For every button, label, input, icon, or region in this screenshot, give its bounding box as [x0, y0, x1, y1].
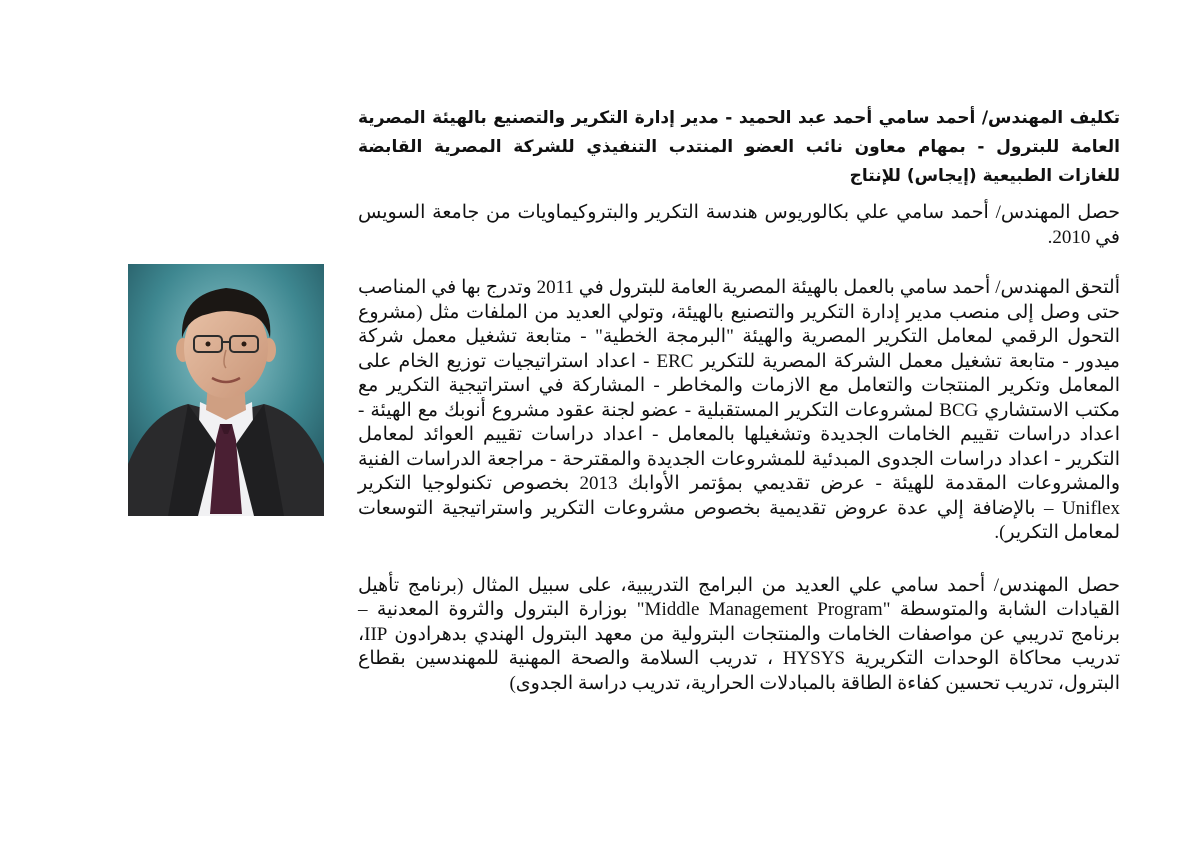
paragraph-training: حصل المهندس/ أحمد سامي علي العديد من البرامج التدريبية، على سبيل المثال (برنامج تأهيل القيادات الشابة والمتوسطة "Middle Management Program" بوزارة البترول والثروة المعدنية – برنامج تدريبي عن مواصفات الخامات والمنتجات البترولية من معهد البترول الهندي بدهرادون IIP، تدريب محاكاة الوحدات التكريرية HYSYS ، تدريب السلامة والصحة المهنية للمهندسين بقطاع البترول، تدريب تحسين كفاءة الطاقة بالمبادلات الحرارية، تدريب دراسة الجدوى): [358, 574, 1120, 694]
paragraph-career: ألتحق المهندس/ أحمد سامي بالعمل بالهيئة المصرية العامة للبترول في 2011 وتدرج بها في المناصب حتى وصل إلى منصب مدير إدارة التكرير والتصنيع بالهيئة، وتولي العديد من الملفات مثل (مشروع التحول الرقمي لمعامل التكرير المصرية والهيئة "البرمجة الخطية" - متابعة تشغيل معمل شركة ميدور - متابعة تشغيل معمل الشركة المصرية للتكرير ERC - اعداد استراتيجيات توزيع الخام على المعامل وتكرير المنتجات والتعامل مع الازمات والمخاطر - المشاركة في استراتيجية التكرير مع مكتب الاستشاري BCG لمشروعات التكرير المستقبلية - عضو لجنة عقود مشروع أنوبك مع الهيئة - اعداد دراسات تقييم الخامات الجديدة وتشغيلها بالمعامل - اعداد دراسات تقييم العوائد لمعامل التكرير - اعداد دراسات الجدوى المبدئية للمشروعات الجديدة والمقترحة - مراجعة الدراسات الفنية والمشروعات المقدمة للهيئة - عرض تقديمي بمؤتمر الأوابك 2013 بخصوص تكنولوجيا التكرير Uniflex – بالإضافة إلي عدة عروض تقديمية بخصوص مشروعات التكرير واستراتيجية التوسعات لمعامل التكرير).: [358, 277, 1121, 543]
article-text: [358, 104, 1120, 724]
paragraph-education: حصل المهندس/ أحمد سامي علي بكالوريوس هندسة التكرير والبتروكيماويات من جامعة السويس في 2010.: [358, 202, 1120, 248]
portrait-photo: [128, 264, 324, 516]
article-title: تكليف المهندس/ أحمد سامي أحمد عبد الحميد - مدير إدارة التكرير والتصنيع بالهيئة المصرية العامة للبترول - بمهام معاون نائب العضو المنتدب التنفيذي للشركة المصرية القابضة للغازات الطبيعية (إيجاس) للإنتاج: [358, 108, 1120, 186]
